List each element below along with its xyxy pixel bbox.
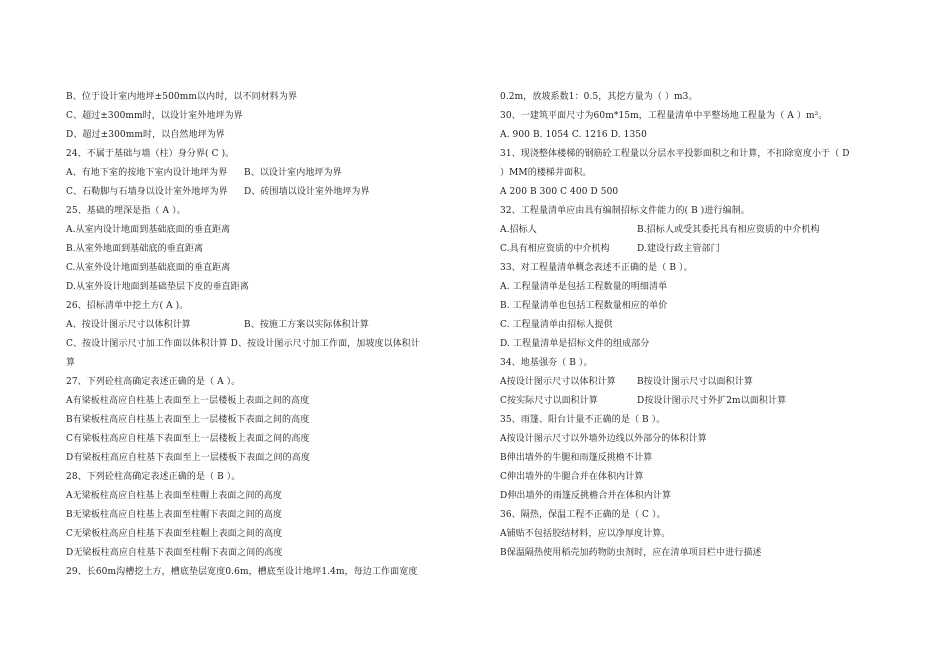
text-line: A无梁板柱高应自柱基上表面至柱帽上表面之间的高度 [66,491,282,501]
option-row [500,392,895,411]
text-line: D.从室外设计地面到基础垫层下皮的垂直距离 [66,282,249,292]
text-line: B伸出墙外的牛腿和雨篷反挑檐不计算 [500,453,653,463]
option-left: A.招标人 [500,225,537,235]
text-line: A.从室内设计地面到基础底面的垂直距离 [66,225,231,235]
option-left: A、按设计图示尺寸以体积计算 [66,320,191,330]
text-line: 30、一建筑平面尺寸为60m*15m，工程量清单中平整场地工程量为（ A ）m²。 [500,111,828,121]
text-line: B保温隔热使用稻壳加药物防虫剂时，应在清单项目栏中进行描述 [500,548,762,558]
text-line: C. 工程量清单由招标人提供 [500,320,613,330]
option-right: B按设计图示尺寸以面积计算 [637,377,753,387]
option-row [500,373,895,392]
text-line: D伸出墙外的雨篷反挑檐合并在体积内计算 [500,491,672,501]
option-right: D.建设行政主管部门 [637,244,720,254]
text-line: A有梁板柱高应自柱基上表面至上一层楼板上表面之间的高度 [66,396,310,406]
text-line: 24、不属于基础与墙（柱）身分界( C )。 [66,149,235,159]
option-left: C.具有相应资质的中介机构 [500,244,610,254]
text-line: 算 [66,358,76,368]
option-left: C按实际尺寸以面积计算 [500,396,598,406]
option-row [66,183,466,202]
text-line: 36、隔热，保温工程不正确的是（ C ）。 [500,510,666,520]
text-line: D. 工程量清单是招标文件的组成部分 [500,339,650,349]
text-line: C、按设计图示尺寸加工作面以体积计算 D、按设计图示尺寸加工作面，加坡度以体积计 [66,339,420,349]
text-line: C.从室外设计地面到基础底面的垂直距离 [66,263,231,273]
option-right: B.招标人或受其委托具有相应资质的中介机构 [637,225,820,235]
text-line: B.从室外地面到基础底的垂直距离 [66,244,204,254]
text-line: 29、长60m沟槽挖土方，槽底垫层宽度0.6m，槽底至设计地坪1.4m，每边工作面宽度 [66,567,418,577]
text-line: B有梁板柱高应自柱基上表面至上一层楼板下表面之间的高度 [66,415,310,425]
text-line: 26、招标清单中挖土方( A )。 [66,301,189,311]
option-right: D、砖围墙以设计室外地坪为界 [244,187,370,197]
text-line: B无梁板柱高应自柱基上表面至柱帽下表面之间的高度 [66,510,283,520]
option-right: D按设计图示尺寸外扩2m以面积计算 [637,396,787,406]
text-line: ）MM的楼梯井面积。 [500,168,592,178]
text-line: A. 工程量清单是包括工程数量的明细清单 [500,282,668,292]
text-line: 34、地基强夯（ B ）。 [500,358,593,368]
option-left: A、有地下室的按地下室内设计地坪为界 [66,168,228,178]
text-line: D无梁板柱高应自柱基下表面至柱帽下表面之间的高度 [66,548,283,558]
text-line: 28、下列砼柱高确定表述正确的是（ B ）。 [66,472,241,482]
option-left: A按设计图示尺寸以体积计算 [500,377,616,387]
text-line: C有梁板柱高应自柱基下表面至上一层楼板上表面之间的高度 [66,434,310,444]
option-row [500,240,895,259]
text-line: A 200 B 300 C 400 D 500 [500,187,619,197]
option-row [66,164,466,183]
text-line: D有梁板柱高应自柱基下表面至上一层楼板下表面之间的高度 [66,453,310,463]
text-line: 0.2m，放坡系数1：0.5，其挖方量为（ ）m3。 [500,92,698,102]
left-column [66,88,466,582]
text-line: 35、雨篷、阳台计量不正确的是（ B ）。 [500,415,666,425]
text-line: 25、基础的埋深是指（ A ）。 [66,206,186,216]
text-line: 32、工程量清单应由具有编制招标文件能力的( B )进行编制。 [500,206,750,216]
text-line: B、位于设计室内地坪±500mm以内时，以不同材料为界 [66,92,298,102]
option-right: B、以设计室内地坪为界 [244,168,342,178]
text-line: A. 900 B. 1054 C. 1216 D. 1350 [500,130,647,140]
option-row [66,316,466,335]
text-line: 27、下列砼柱高确定表述正确的是（ A ）。 [66,377,241,387]
option-right: B、按施工方案以实际体积计算 [244,320,370,330]
right-column [500,88,895,563]
option-row [500,221,895,240]
text-line: B. 工程量清单也包括工程数量相应的单价 [500,301,668,311]
text-line: A按设计图示尺寸以外墙外边线以外部分的体积计算 [500,434,707,444]
text-line: C无梁板柱高应自柱基下表面至柱帽上表面之间的高度 [66,529,283,539]
text-line: 31、现浇整体楼梯的钢筋砼工程量以分层水平投影面积之和计算，不扣除宽度小于（ D [500,149,850,159]
text-line: C、超过±300mm时，以设计室外地坪为界 [66,111,243,121]
text-line: D、超过±300mm时，以自然地坪为界 [66,130,225,140]
text-line: 33、对工程量清单概念表述不正确的是（ B ）。 [500,263,693,273]
text-line: A铺贴不包括胶结材料，应以净厚度计算。 [500,529,671,539]
option-left: C、石勒脚与石墙身以设计室外地坪为界 [66,187,228,197]
text-line: C伸出墙外的牛腿合并在体积内计算 [500,472,644,482]
